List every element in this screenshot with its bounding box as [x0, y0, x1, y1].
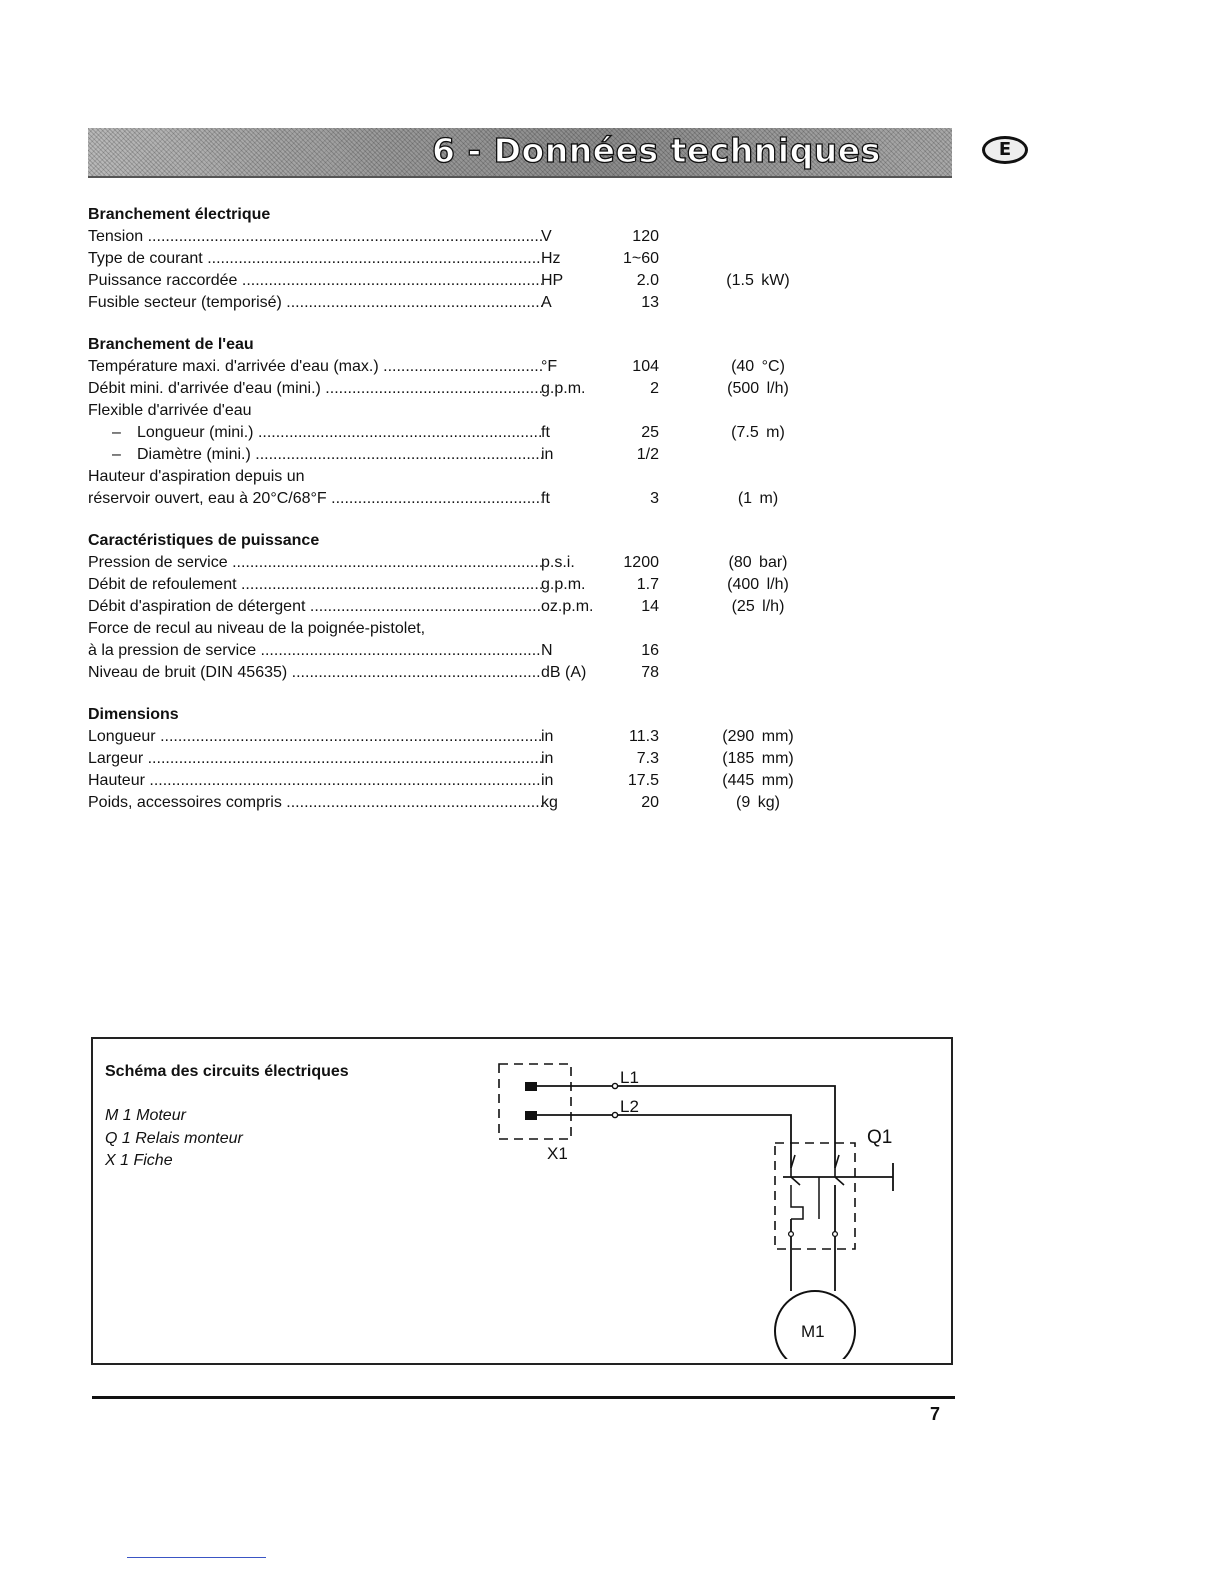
spec-label [88, 248, 542, 270]
spec-label-text: Poids, accessoires compris [88, 794, 282, 811]
spec-label-text: Débit d'aspiration de détergent [88, 598, 306, 615]
spec-row [88, 552, 848, 574]
spec-unit: A [541, 294, 552, 311]
spec-row [88, 662, 848, 684]
spec-value: 7.3 [636, 750, 659, 767]
legend-item-motor: M 1 Moteur [105, 1107, 186, 1124]
spec-label-text: à la pression de service [88, 642, 257, 659]
spec-text-line: Force de recul au niveau de la poignée-pistolet, [88, 620, 426, 637]
spec-label-text: Type de courant [88, 250, 203, 267]
spec-metric-value: (185 mm) [722, 750, 794, 767]
spec-row [88, 226, 848, 248]
spec-label: – Diamètre (mini.) ..... [112, 444, 542, 466]
spec-section [88, 204, 848, 314]
spec-value: 104 [632, 358, 659, 375]
label-x1: X1 [547, 1144, 568, 1163]
spec-unit: oz.p.m. [541, 598, 594, 615]
spec-row [88, 770, 848, 792]
section-header-banner [88, 128, 1012, 178]
legend-item-plug: X 1 Fiche [105, 1152, 173, 1169]
legend-item-relay: Q 1 Relais monteur [105, 1129, 243, 1147]
plug-pin-1 [525, 1082, 537, 1091]
spec-label-text: Température maxi. d'arrivée d'eau (max.) [88, 358, 379, 375]
spec-row [88, 378, 848, 400]
spec-section [88, 530, 848, 684]
spec-value: 78 [641, 664, 659, 681]
spec-label-text: Diamètre (mini.) [137, 446, 251, 463]
spec-section [88, 334, 848, 510]
spec-metric-value: (290 mm) [722, 728, 794, 745]
spec-label [88, 356, 542, 378]
spec-row [88, 356, 848, 378]
spec-metric-value: (25 l/h) [731, 598, 785, 615]
spec-text-line: Flexible d'arrivée d'eau [88, 402, 252, 419]
spec-value: 1200 [623, 554, 659, 571]
spec-label [88, 596, 542, 618]
spec-value: 1/2 [636, 446, 659, 463]
section-title: Dimensions [88, 706, 179, 723]
spec-row [88, 248, 848, 270]
section-title: Branchement électrique [88, 206, 271, 223]
spec-label-text: Longueur [88, 728, 156, 745]
spec-unit: in [541, 772, 554, 789]
spec-unit: g.p.m. [541, 380, 586, 397]
spec-row [88, 444, 848, 466]
spec-row [88, 488, 848, 510]
relay-output-wires [791, 1185, 835, 1291]
spec-label-text: Débit de refoulement [88, 576, 237, 593]
spec-metric-value: (1 m) [737, 490, 779, 507]
spec-label-text: Pression de service [88, 554, 228, 571]
wire-l2 [617, 1115, 791, 1168]
relay-switch-2 [835, 1155, 844, 1185]
spec-unit: g.p.m. [541, 576, 586, 593]
spec-label [88, 552, 542, 574]
spec-metric-value: (7.5 m) [731, 424, 785, 441]
spec-row [88, 748, 848, 770]
footer-link-line [127, 1557, 266, 1558]
spec-value: 2.0 [636, 272, 659, 289]
spec-unit: °F [541, 358, 558, 375]
spec-section [88, 704, 848, 814]
spec-metric-value: (40 °C) [731, 358, 785, 375]
relay-coil-link [791, 1177, 819, 1219]
language-badge: E [982, 136, 1028, 164]
footer-rule [92, 1396, 955, 1399]
spec-label [88, 748, 542, 770]
wiring-diagram-panel [91, 1037, 953, 1365]
spec-unit: dB (A) [541, 664, 587, 681]
spec-value: 14 [641, 598, 659, 615]
spec-value: 25 [641, 424, 659, 441]
spec-metric-value: (445 mm) [722, 772, 794, 789]
spec-unit: HP [541, 272, 564, 289]
spec-unit: Hz [541, 250, 561, 267]
spec-label [88, 292, 542, 314]
spec-label [88, 792, 542, 814]
spec-value: 17.5 [627, 772, 659, 789]
spec-row [88, 422, 848, 444]
spec-value: 3 [650, 490, 659, 507]
spec-unit: kg [541, 794, 558, 811]
wiring-diagram-title: Schéma des circuits électriques [105, 1063, 349, 1080]
spec-row [88, 726, 848, 748]
section-title: Caractéristiques de puissance [88, 532, 320, 549]
spec-label-text: Puissance raccordée [88, 272, 238, 289]
relay-actuator [783, 1163, 893, 1191]
plug-outline [499, 1064, 571, 1139]
technical-data-list [88, 204, 848, 834]
spec-value: 1~60 [622, 250, 659, 267]
wiring-legend [105, 1105, 243, 1173]
section-title: Branchement de l'eau [88, 336, 254, 353]
spec-label [88, 270, 542, 292]
spec-value: 120 [632, 228, 659, 245]
spec-value: 20 [641, 794, 659, 811]
spec-value: 1.7 [636, 576, 659, 593]
spec-unit: in [541, 446, 554, 463]
spec-metric-value: (9 kg) [736, 794, 780, 811]
label-m1: M1 [801, 1322, 825, 1341]
page-number: 7 [930, 1404, 941, 1424]
wire-l1 [617, 1086, 835, 1168]
spec-row [88, 596, 848, 618]
spec-row [88, 292, 848, 314]
spec-label-text: réservoir ouvert, eau à 20°C/68°F [88, 490, 327, 507]
spec-unit: N [541, 642, 553, 659]
spec-label: – Longueur (mini.) ..... [112, 422, 542, 444]
spec-text-line: Hauteur d'aspiration depuis un [88, 468, 305, 485]
spec-label [88, 488, 542, 510]
spec-unit: in [541, 728, 554, 745]
label-l2: L2 [620, 1097, 639, 1116]
label-l1: L1 [620, 1068, 639, 1087]
spec-row [88, 574, 848, 596]
relay-outline [775, 1143, 855, 1249]
spec-label [88, 226, 542, 248]
spec-label-text: Fusible secteur (temporisé) [88, 294, 282, 311]
spec-label [88, 662, 542, 684]
spec-value: 13 [641, 294, 659, 311]
spec-row [88, 640, 848, 662]
spec-label [88, 726, 542, 748]
spec-label-text: Largeur [88, 750, 144, 767]
spec-row [88, 792, 848, 814]
plug-pin-2 [525, 1111, 537, 1120]
spec-label [88, 574, 542, 596]
terminal-l2 [612, 1112, 617, 1117]
spec-label-text: Niveau de bruit (DIN 45635) [88, 664, 288, 681]
terminal-l1 [612, 1083, 617, 1088]
spec-unit: V [541, 228, 552, 245]
spec-unit: ft [541, 424, 550, 441]
spec-label [88, 378, 542, 400]
spec-label [88, 640, 542, 662]
spec-metric-value: (1.5 kW) [726, 272, 790, 289]
spec-label [88, 770, 542, 792]
spec-label-text: Longueur (mini.) [137, 424, 254, 441]
spec-value: 11.3 [629, 728, 659, 745]
circuit-diagram [493, 1059, 913, 1359]
spec-label-text: Débit mini. d'arrivée d'eau (mini.) [88, 380, 321, 397]
spec-unit: p.s.i. [541, 554, 575, 571]
spec-row [88, 270, 848, 292]
spec-metric-value: (80 bar) [728, 554, 788, 571]
relay-switch-1 [791, 1155, 800, 1185]
spec-metric-value: (400 l/h) [727, 576, 789, 593]
page-title: 6 - Données techniques [432, 131, 881, 170]
label-q1: Q1 [867, 1127, 893, 1148]
spec-metric-value: (500 l/h) [727, 380, 789, 397]
spec-label-text: Tension [88, 228, 144, 245]
spec-value: 2 [650, 380, 659, 397]
spec-value: 16 [641, 642, 659, 659]
spec-unit: in [541, 750, 554, 767]
spec-label-text: Hauteur [88, 772, 145, 789]
spec-unit: ft [541, 490, 550, 507]
